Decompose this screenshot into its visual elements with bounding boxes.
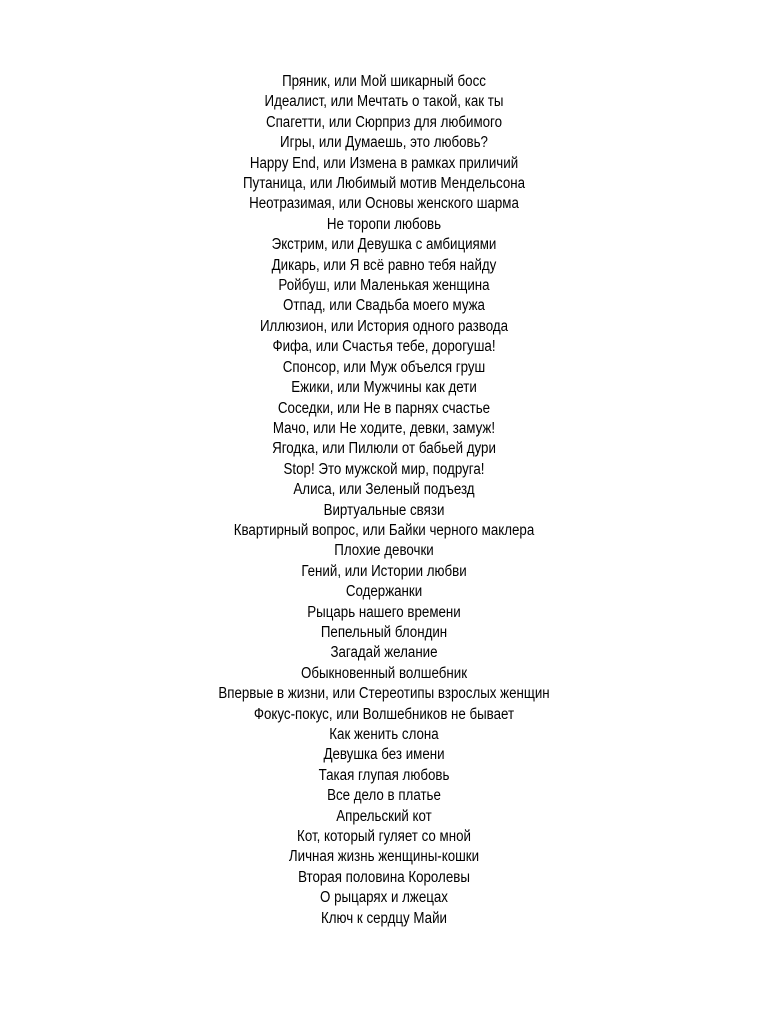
book-title: Пепельный блондин [320, 623, 448, 641]
book-title: Рыцарь нашего времени [307, 603, 461, 621]
book-title: О рыцарях и лжецах [320, 889, 448, 907]
book-title: Путаница, или Любимый мотив Мендельсона [242, 175, 526, 193]
book-title: Мачо, или Не ходите, девки, замуж! [272, 419, 496, 437]
book-title: Пряник, или Мой шикарный босс [282, 73, 486, 90]
book-title: Ягодка, или Пилюли от бабьей дури [272, 440, 496, 458]
book-title: Все дело в платье [327, 787, 441, 805]
book-title-list [0, 72, 768, 929]
book-title: Фокус-покус, или Волшебников не бывает [253, 705, 515, 723]
book-title: Апрельский кот [336, 807, 432, 825]
book-title: Соседки, или Не в парнях счастье [277, 399, 491, 417]
book-title: Дикарь, или Я всё равно тебя найду [271, 256, 497, 274]
book-title: Как женить слона [329, 726, 439, 743]
book-title: Экстрим, или Девушка с амбициями [271, 236, 497, 254]
book-title: Фифа, или Счастья тебе, дорогуша! [272, 338, 496, 356]
book-title: Спагетти, или Сюрприз для любимого [265, 113, 503, 131]
book-title: Кот, который гуляет со мной [297, 828, 471, 846]
book-title: Плохие девочки [334, 542, 434, 560]
book-title: Ройбуш, или Маленькая женщина [278, 277, 490, 295]
book-title: Алиса, или Зеленый подъезд [293, 481, 475, 499]
book-title: Личная жизнь женщины-кошки [288, 848, 480, 866]
book-title: Спонсор, или Муж объелся груш [282, 358, 486, 376]
book-title: Впервые в жизни, или Стереотипы взрослых женщин [218, 685, 550, 703]
book-title: Девушка без имени [323, 746, 445, 764]
book-title: Ключ к сердцу Майи [321, 909, 447, 927]
book-title: Гений, или Истории любви [301, 562, 467, 580]
book-title: Неотразимая, или Основы женского шарма [249, 195, 519, 213]
book-title: Обыкновенный волшебник [300, 664, 468, 682]
book-title: Иллюзион, или История одного развода [259, 317, 509, 335]
book-title: Такая глупая любовь [318, 766, 450, 784]
book-title: Идеалист, или Мечтать о такой, как ты [264, 93, 504, 111]
book-title: Stop! Это мужской мир, подруга! [283, 460, 485, 478]
book-title: Не торопи любовь [326, 215, 442, 233]
book-title: Ежики, или Мужчины как дети [291, 379, 477, 397]
book-title: Отпад, или Свадьба моего мужа [283, 297, 485, 315]
document-page [0, 72, 768, 929]
book-title: Загадай желание [330, 644, 438, 662]
book-title: Квартирный вопрос, или Байки черного маклера [233, 521, 535, 539]
book-title: Happy End, или Измена в рамках приличий [249, 154, 519, 172]
book-title: Содержанки [345, 583, 423, 601]
book-title: Игры, или Думаешь, это любовь? [280, 134, 488, 152]
book-title: Виртуальные связи [323, 501, 445, 519]
book-title: Вторая половина Королевы [298, 868, 470, 886]
